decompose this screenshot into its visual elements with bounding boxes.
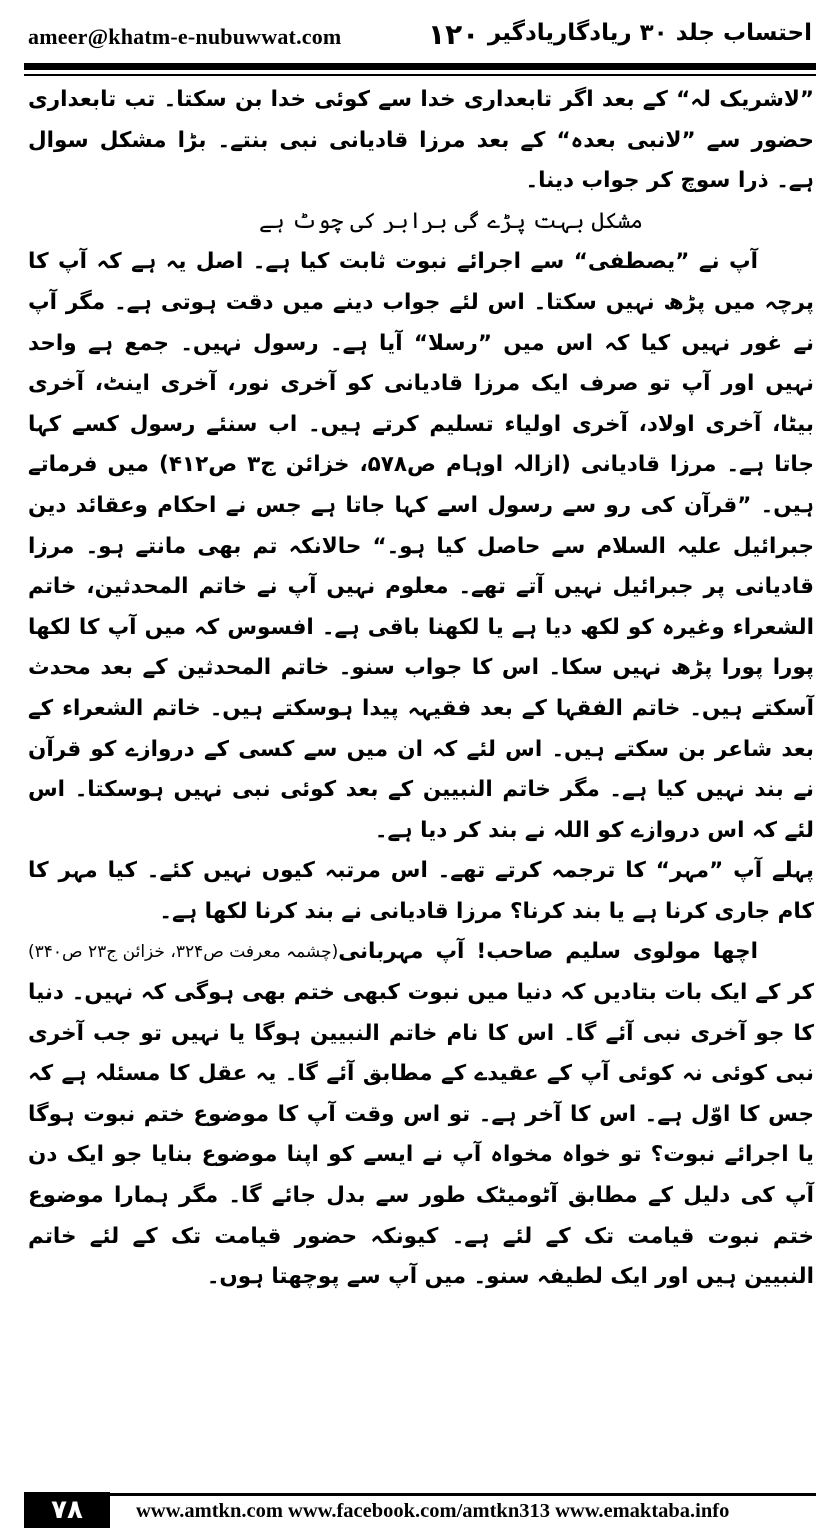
footer-page-badge: ۷۸ bbox=[24, 1492, 110, 1528]
header-page-number: ۱۲۰ bbox=[428, 18, 480, 51]
footer-divider bbox=[110, 1493, 816, 1496]
header-divider-thin bbox=[24, 74, 816, 76]
header-divider-thick bbox=[24, 63, 816, 70]
page-header bbox=[28, 18, 812, 58]
paragraph-3 bbox=[28, 851, 814, 963]
verse-line: مشکل بہت پڑے گی برابر کی چوٹ ہے bbox=[258, 208, 644, 234]
page-body bbox=[28, 80, 814, 1298]
paragraph-1: ”لاشریک لہ“ کے بعد اگر تابعداری خدا سے کوئی خدا بن سکتا۔ تب تابعداری حضور سے ”لانبی بعدہ“ کے بعد مرزا قادیانی نبی بنتے۔ بڑا مشکل سوال ہے۔ ذرا سوچ کر جواب دینا۔ bbox=[28, 87, 814, 194]
header-email: ameer@khatm-e-nubuwwat.com bbox=[28, 24, 342, 49]
paragraph-3-reference: (چشمہ معرفت ص۳۲۴، خزائن ج۲۳ ص۳۴۰) bbox=[28, 942, 339, 963]
paragraph-2: آپ نے ”یصطفی“ سے اجرائے نبوت ثابت کیا ہے۔ اصل یہ ہے کہ آپ کا پرچہ میں پڑھ نہیں سکتا۔ اس لئے جواب دینے میں دقت ہوتی ہے۔ مگر آپ نے غور نہیں کیا کہ اس میں ”رسلا“ آیا ہے۔ رسول نہیں۔ جمع ہے واحد نہیں اور آپ تو صرف ایک مرزا قادیانی کو آخری نور، آخری اینٹ، آخری بیٹا، آخری اولاد، آخری اولیاء تسلیم کرتے ہیں۔ اب سنئے رسول کسے کہا جاتا ہے۔ مرزا قادیانی (ازالہ اوہام ص۵۷۸، خزائن ج۳ ص۴۱۲) میں فرماتے ہیں۔ ”قرآن کی رو سے رسول اسے کہا جاتا ہے جس نے احکام وعقائد دین جبرائیل علیہ السلام سے حاصل کیا ہو۔“ حالانکہ تم بھی مانتے ہو۔ مرزا قادیانی پر جبرائیل نہیں آتے تھے۔ معلوم نہیں آپ نے خاتم المحدثین، خاتم الشعراء وغیرہ کو لکھ دیا ہے یا لکھنا باقی ہے۔ افسوس کہ میں آپ کا لکھا پورا پورا پڑھ نہیں سکا۔ اس کا جواب سنو۔ خاتم المحدثین کے بعد محدث آسکتے ہیں۔ خاتم الفقہا کے بعد فقیہہ پیدا ہوسکتے ہیں۔ خاتم الشعراء کے بعد شاعر بن سکتے ہیں۔ اس لئے کہ ان میں سے کسی کے دروازے کو قرآن نے بند نہیں کیا ہے۔ مگر خاتم النبیین کے بعد کوئی نبی نہیں ہوسکتا۔ اس لئے کہ اس دروازے کو اللہ نے بند کر دیا ہے۔ bbox=[28, 249, 814, 843]
footer-links: www.amtkn.com www.facebook.com/amtkn313 www.emaktaba.info bbox=[136, 1500, 730, 1522]
page-footer bbox=[24, 1492, 816, 1528]
header-title: احتساب جلد ۳۰ ریادگاریادگیر bbox=[487, 20, 812, 46]
paragraph-3-text: پہلے آپ ”مہر“ کا ترجمہ کرتے تھے۔ اس مرتبہ کیوں نہیں کئے۔ کیا مہر کا کام جاری کرنا ہے یا بند کرنا؟ مرزا قادیانی نے بند کرنا لکھا ہے۔ bbox=[28, 858, 814, 924]
paragraph-4: اچھا مولوی سلیم صاحب! آپ مہربانی کر کے ایک بات بتادیں کہ دنیا میں نبوت کبھی ختم بھی ہوگی کہ نہیں۔ دنیا کا جو آخری نبی آئے گا۔ اس کا نام خاتم النبیین ہوگا یا نہیں تو جب آخری نبی کوئی نہ کوئی آپ کے عقیدے کے مطابق آئے گا۔ یہ عقل کا مسئلہ ہے کہ جس کا اوّل ہے۔ اس کا آخر ہے۔ تو اس وقت آپ کا موضوع ختم نبوت ہوگا یا اجرائے نبوت؟ تو خواہ مخواہ آپ نے ایسے کو اپنا موضوع بنایا جو ایک دن آپ کی دلیل کے مطابق آٹومیٹک طور سے بدل جائے گا۔ مگر ہمارا موضوع ختم نبوت قیامت تک کے لئے ہے۔ کیونکہ حضور قیامت تک کے لئے خاتم النبیین ہیں اور ایک لطیفہ سنو۔ میں آپ سے پوچھتا ہوں۔ bbox=[28, 939, 814, 1290]
